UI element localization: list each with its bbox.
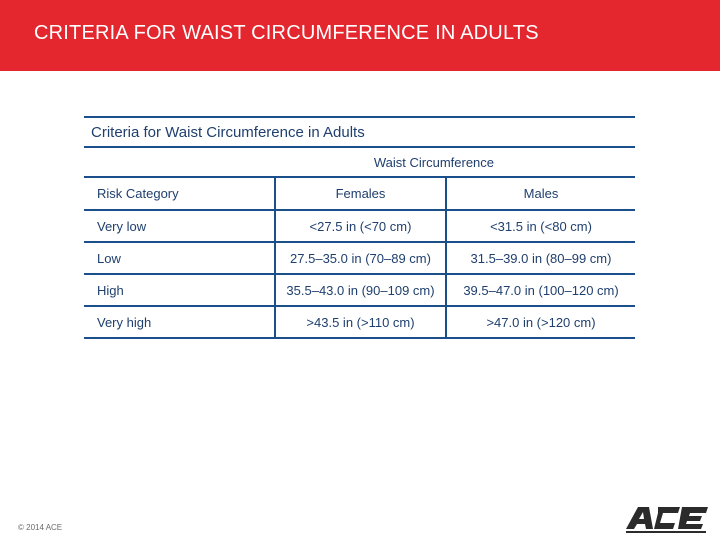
column-header-males: Males [446,177,635,210]
page-title: CRITERIA FOR WAIST CIRCUMFERENCE IN ADULTS [34,22,539,44]
risk-category-cell: High [84,274,275,306]
table-row [84,242,635,274]
group-header-row [84,148,635,177]
males-cell: >47.0 in (>120 cm) [446,306,635,338]
criteria-table [84,116,635,339]
females-cell: 35.5–43.0 in (90–109 cm) [275,274,446,306]
ace-logo [622,503,710,537]
column-header-risk-category: Risk Category [84,177,275,210]
table-caption: Criteria for Waist Circumference in Adults [84,116,635,148]
females-cell: <27.5 in (<70 cm) [275,210,446,242]
table-row [84,306,635,338]
females-cell: >43.5 in (>110 cm) [275,306,446,338]
risk-category-cell: Low [84,242,275,274]
column-header-females: Females [275,177,446,210]
column-header-row [84,177,635,210]
males-cell: 31.5–39.0 in (80–99 cm) [446,242,635,274]
females-cell: 27.5–35.0 in (70–89 cm) [275,242,446,274]
copyright-text: © 2014 ACE [18,523,63,532]
table-row [84,274,635,306]
waist-table [84,148,635,339]
risk-category-cell: Very high [84,306,275,338]
group-header: Waist Circumference [84,148,635,177]
males-cell: <31.5 in (<80 cm) [446,210,635,242]
males-cell: 39.5–47.0 in (100–120 cm) [446,274,635,306]
risk-category-cell: Very low [84,210,275,242]
table-row [84,210,635,242]
header-bar [0,0,720,71]
